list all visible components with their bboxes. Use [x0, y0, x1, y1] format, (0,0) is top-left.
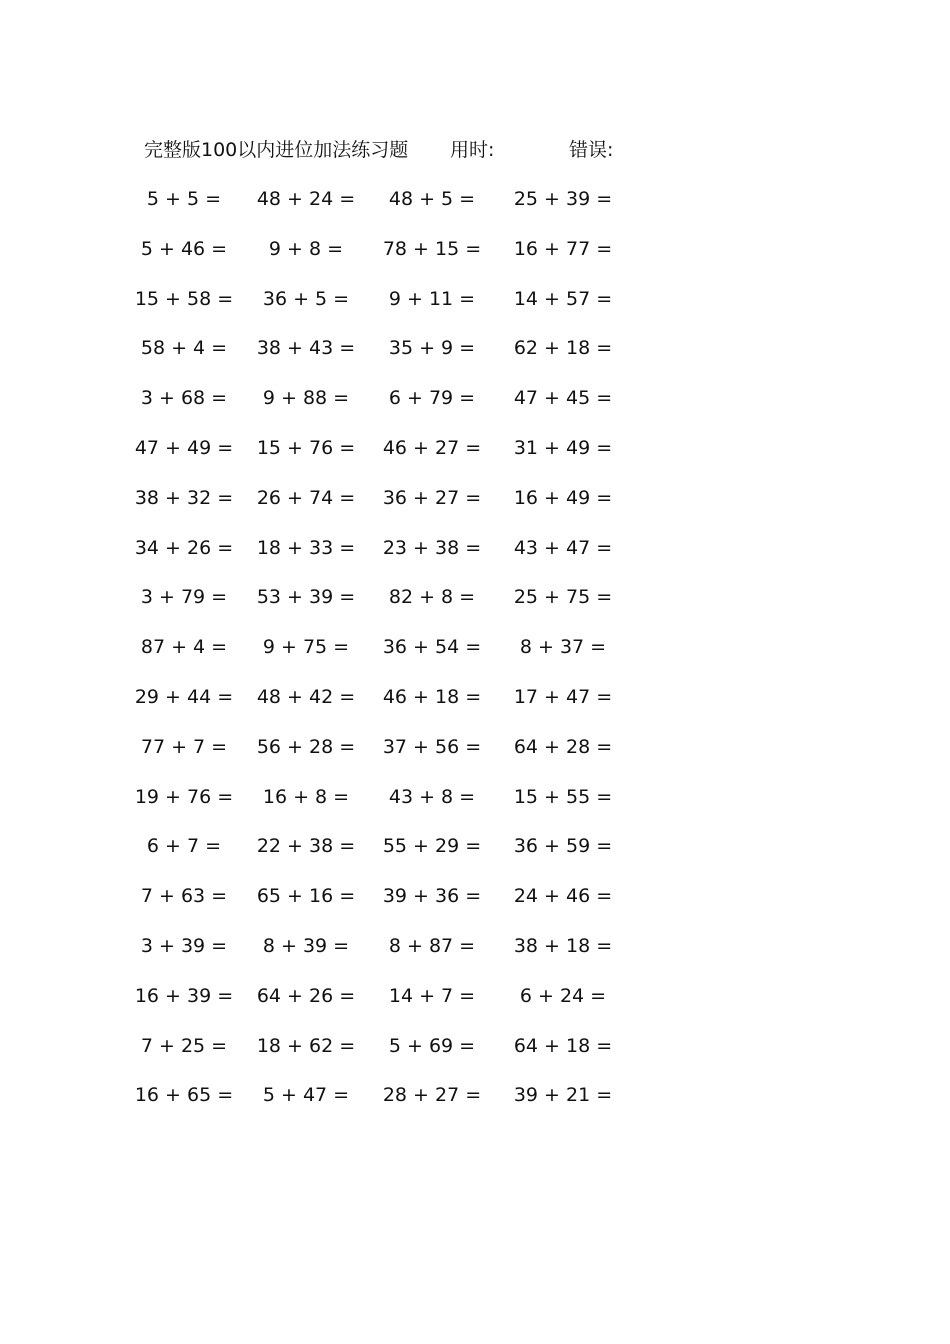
addition-problem: 15 + 58 = [134, 287, 234, 310]
problem-grid [0, 186, 950, 1132]
addition-problem: 16 + 8 = [262, 785, 350, 808]
problem-row [0, 684, 950, 734]
problem-row [0, 784, 950, 834]
addition-problem: 9 + 8 = [268, 237, 344, 260]
addition-problem: 5 + 47 = [262, 1084, 350, 1107]
addition-problem: 46 + 18 = [382, 685, 482, 708]
addition-problem: 36 + 54 = [382, 636, 482, 659]
problem-row [0, 1033, 950, 1083]
addition-problem: 18 + 62 = [256, 1034, 356, 1057]
addition-problem: 47 + 49 = [134, 436, 234, 459]
addition-problem: 17 + 47 = [513, 685, 613, 708]
problem-row [0, 385, 950, 435]
addition-problem: 26 + 74 = [256, 486, 356, 509]
addition-problem: 25 + 75 = [513, 586, 613, 609]
problem-row [0, 883, 950, 933]
problem-row [0, 833, 950, 883]
addition-problem: 6 + 24 = [519, 984, 607, 1007]
addition-problem: 62 + 18 = [513, 337, 613, 360]
addition-problem: 82 + 8 = [388, 586, 476, 609]
addition-problem: 9 + 75 = [262, 636, 350, 659]
addition-problem: 5 + 46 = [140, 237, 228, 260]
addition-problem: 5 + 69 = [388, 1034, 476, 1057]
addition-problem: 14 + 57 = [513, 287, 613, 310]
problem-row [0, 983, 950, 1033]
addition-problem: 19 + 76 = [134, 785, 234, 808]
addition-problem: 39 + 21 = [513, 1084, 613, 1107]
addition-problem: 9 + 88 = [262, 387, 350, 410]
problem-row [0, 236, 950, 286]
time-label: 用时: [450, 139, 495, 161]
addition-problem: 36 + 5 = [262, 287, 350, 310]
addition-problem: 38 + 32 = [134, 486, 234, 509]
addition-problem: 47 + 45 = [513, 387, 613, 410]
problem-row [0, 435, 950, 485]
addition-problem: 35 + 9 = [388, 337, 476, 360]
problem-row [0, 734, 950, 784]
problem-row [0, 535, 950, 585]
addition-problem: 36 + 59 = [513, 835, 613, 858]
problem-row [0, 186, 950, 236]
problem-row [0, 286, 950, 336]
addition-problem: 64 + 28 = [513, 735, 613, 758]
addition-problem: 56 + 28 = [256, 735, 356, 758]
addition-problem: 14 + 7 = [388, 984, 476, 1007]
addition-problem: 9 + 11 = [388, 287, 476, 310]
addition-problem: 43 + 47 = [513, 536, 613, 559]
addition-problem: 15 + 76 = [256, 436, 356, 459]
addition-problem: 3 + 79 = [140, 586, 228, 609]
addition-problem: 38 + 18 = [513, 934, 613, 957]
addition-problem: 6 + 79 = [388, 387, 476, 410]
addition-problem: 46 + 27 = [382, 436, 482, 459]
addition-problem: 87 + 4 = [140, 636, 228, 659]
addition-problem: 39 + 36 = [382, 885, 482, 908]
problem-row [0, 933, 950, 983]
addition-problem: 15 + 55 = [513, 785, 613, 808]
addition-problem: 64 + 18 = [513, 1034, 613, 1057]
addition-problem: 48 + 24 = [256, 188, 356, 210]
addition-problem: 8 + 37 = [519, 636, 607, 659]
addition-problem: 64 + 26 = [256, 984, 356, 1007]
addition-problem: 77 + 7 = [140, 735, 228, 758]
addition-problem: 23 + 38 = [382, 536, 482, 559]
addition-problem: 48 + 5 = [388, 188, 476, 210]
addition-problem: 7 + 63 = [140, 885, 228, 908]
addition-problem: 16 + 39 = [134, 984, 234, 1007]
addition-problem: 58 + 4 = [140, 337, 228, 360]
addition-problem: 31 + 49 = [513, 436, 613, 459]
addition-problem: 53 + 39 = [256, 586, 356, 609]
addition-problem: 36 + 27 = [382, 486, 482, 509]
addition-problem: 3 + 68 = [140, 387, 228, 410]
addition-problem: 7 + 25 = [140, 1034, 228, 1057]
addition-problem: 29 + 44 = [134, 685, 234, 708]
addition-problem: 8 + 87 = [388, 934, 476, 957]
addition-problem: 16 + 65 = [134, 1084, 234, 1107]
addition-problem: 16 + 77 = [513, 237, 613, 260]
addition-problem: 3 + 39 = [140, 934, 228, 957]
addition-problem: 6 + 7 = [146, 835, 222, 858]
problem-row [0, 485, 950, 535]
addition-problem: 55 + 29 = [382, 835, 482, 858]
addition-problem: 43 + 8 = [388, 785, 476, 808]
addition-problem: 5 + 5 = [146, 188, 222, 210]
addition-problem: 25 + 39 = [513, 188, 613, 210]
addition-problem: 48 + 42 = [256, 685, 356, 708]
addition-problem: 28 + 27 = [382, 1084, 482, 1107]
error-label: 错误: [569, 139, 614, 161]
addition-problem: 18 + 33 = [256, 536, 356, 559]
addition-problem: 37 + 56 = [382, 735, 482, 758]
problem-row [0, 634, 950, 684]
addition-problem: 65 + 16 = [256, 885, 356, 908]
problem-row [0, 1082, 950, 1132]
addition-problem: 34 + 26 = [134, 536, 234, 559]
addition-problem: 8 + 39 = [262, 934, 350, 957]
addition-problem: 78 + 15 = [382, 237, 482, 260]
addition-problem: 16 + 49 = [513, 486, 613, 509]
addition-problem: 38 + 43 = [256, 337, 356, 360]
addition-problem: 22 + 38 = [256, 835, 356, 858]
problem-row [0, 335, 950, 385]
addition-problem: 24 + 46 = [513, 885, 613, 908]
worksheet-title: 完整版100以内进位加法练习题 [144, 139, 409, 161]
problem-row [0, 584, 950, 634]
